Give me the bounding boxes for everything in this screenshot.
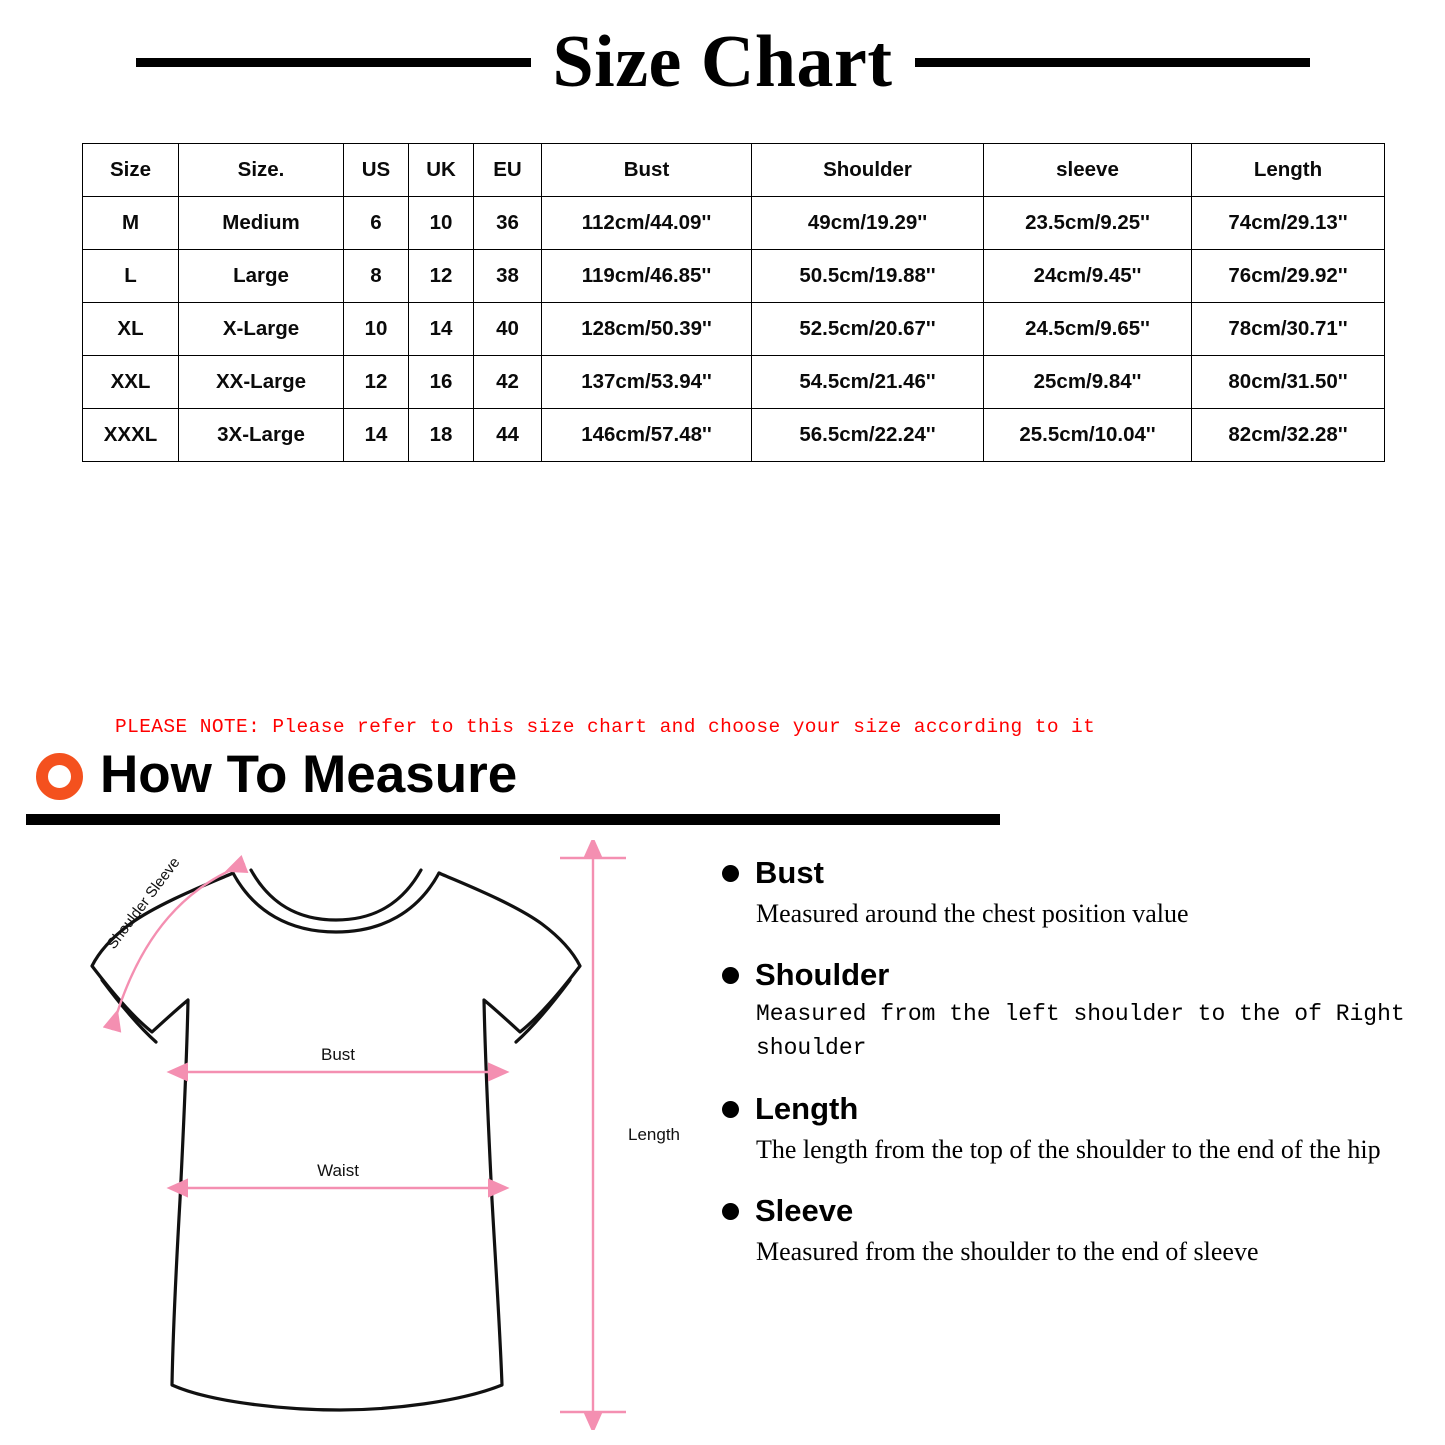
cell-uk: 14 [409, 303, 474, 356]
column-header-size: Size [83, 144, 179, 197]
definition-description: Measured from the shoulder to the end of sleeve [756, 1237, 1259, 1267]
label-shoulder-sleeve: Shoulder Sleeve [103, 854, 184, 953]
cell-size: XL [83, 303, 179, 356]
cell-bust: 128cm/50.39'' [542, 303, 752, 356]
cell-size: XXXL [83, 409, 179, 462]
definition-item-sleeve [722, 1194, 1412, 1269]
cell-us: 12 [344, 356, 409, 409]
label-bust: Bust [320, 1045, 356, 1064]
cell-length: 82cm/32.28'' [1192, 409, 1385, 462]
cell-length: 76cm/29.92'' [1192, 250, 1385, 303]
cell-bust: 112cm/44.09'' [542, 197, 752, 250]
title-rule-left [136, 58, 531, 67]
cell-shoulder: 49cm/19.29'' [752, 197, 984, 250]
cell-us: 8 [344, 250, 409, 303]
bullet-dot-icon [722, 967, 739, 984]
cell-shoulder: 54.5cm/21.46'' [752, 356, 984, 409]
cell-size: XXL [83, 356, 179, 409]
cell-size: L [83, 250, 179, 303]
cell-shoulder: 52.5cm/20.67'' [752, 303, 984, 356]
size-chart-table-wrap [82, 143, 1384, 462]
title-rule-right [915, 58, 1310, 67]
cell-uk: 10 [409, 197, 474, 250]
column-header-sleeve: sleeve [984, 144, 1192, 197]
definition-item-bust [722, 856, 1412, 931]
table-row [83, 250, 1385, 303]
cell-bust: 119cm/46.85'' [542, 250, 752, 303]
cell-bust: 146cm/57.48'' [542, 409, 752, 462]
cell-sleeve: 25cm/9.84'' [984, 356, 1192, 409]
how-to-measure-heading: How To Measure [100, 745, 518, 804]
cell-uk: 16 [409, 356, 474, 409]
cell-size-long: Medium [179, 197, 344, 250]
cell-size: M [83, 197, 179, 250]
cell-size-long: XX-Large [179, 356, 344, 409]
ring-bullet-icon [36, 753, 83, 800]
column-header-shoulder: Shoulder [752, 144, 984, 197]
definition-term: Bust [755, 855, 824, 890]
cell-length: 74cm/29.13'' [1192, 197, 1385, 250]
bullet-dot-icon [722, 1101, 739, 1118]
label-length: Length [628, 1125, 680, 1144]
size-chart-table [82, 143, 1385, 462]
measure-definitions-list [722, 856, 1412, 1296]
cell-us: 6 [344, 197, 409, 250]
cell-length: 78cm/30.71'' [1192, 303, 1385, 356]
column-header-length: Length [1192, 144, 1385, 197]
table-row [83, 197, 1385, 250]
cell-eu: 42 [474, 356, 542, 409]
cell-size-long: 3X-Large [179, 409, 344, 462]
cell-uk: 12 [409, 250, 474, 303]
definition-description: Measured around the chest position value [756, 899, 1189, 929]
cell-sleeve: 23.5cm/9.25'' [984, 197, 1192, 250]
cell-size-long: X-Large [179, 303, 344, 356]
cell-eu: 44 [474, 409, 542, 462]
page-title-row [0, 14, 1445, 110]
definition-term: Length [755, 1090, 859, 1126]
column-header-eu: EU [474, 144, 542, 197]
table-row [83, 356, 1385, 409]
label-waist: Waist [317, 1161, 359, 1180]
definition-term: Sleeve [755, 1193, 854, 1229]
cell-sleeve: 24.5cm/9.65'' [984, 303, 1192, 356]
column-header-size-long: Size. [179, 144, 344, 197]
cell-length: 80cm/31.50'' [1192, 356, 1385, 409]
definition-description: Measured from the left shoulder to the of Right shoulder [756, 1001, 1405, 1061]
cell-sleeve: 24cm/9.45'' [984, 250, 1192, 303]
definition-item-length [722, 1092, 1412, 1167]
how-to-measure-heading-row [36, 745, 518, 804]
bullet-dot-icon [722, 1203, 739, 1220]
column-header-bust: Bust [542, 144, 752, 197]
cell-eu: 38 [474, 250, 542, 303]
cell-uk: 18 [409, 409, 474, 462]
page-title: Size Chart [552, 21, 893, 103]
definition-item-shoulder [722, 958, 1412, 1065]
cell-us: 14 [344, 409, 409, 462]
column-header-uk: UK [409, 144, 474, 197]
table-row [83, 409, 1385, 462]
bullet-dot-icon [722, 865, 739, 882]
table-row [83, 303, 1385, 356]
definition-term: Shoulder [755, 957, 890, 993]
tshirt-measure-illustration [40, 840, 680, 1430]
cell-sleeve: 25.5cm/10.04'' [984, 409, 1192, 462]
cell-eu: 40 [474, 303, 542, 356]
table-header-row [83, 144, 1385, 197]
cell-us: 10 [344, 303, 409, 356]
please-note-text: PLEASE NOTE: Please refer to this size chart and choose your size according to it [115, 716, 1096, 738]
cell-shoulder: 50.5cm/19.88'' [752, 250, 984, 303]
cell-bust: 137cm/53.94'' [542, 356, 752, 409]
cell-size-long: Large [179, 250, 344, 303]
column-header-us: US [344, 144, 409, 197]
cell-eu: 36 [474, 197, 542, 250]
cell-shoulder: 56.5cm/22.24'' [752, 409, 984, 462]
how-to-measure-underline [26, 814, 1000, 825]
definition-description: The length from the top of the shoulder to the end of the hip [756, 1135, 1381, 1165]
